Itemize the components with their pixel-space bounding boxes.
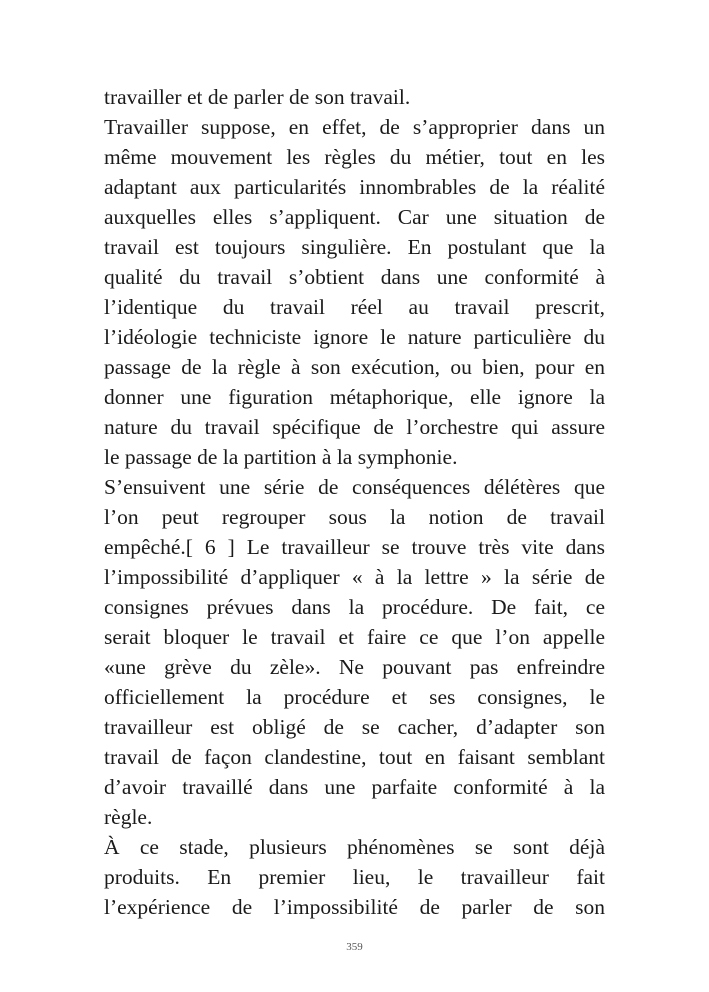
text-line: officiellement la procédure et ses consignes, le	[104, 685, 605, 709]
text-line: nature du travail spécifique de l’orchestre qui assure	[104, 415, 605, 439]
text-line: même mouvement les règles du métier, tout en les	[104, 145, 605, 169]
text-line: l’on peut regrouper sous la notion de travail	[104, 505, 605, 529]
text-line: consignes prévues dans la procédure. De fait, ce	[104, 595, 605, 619]
text-line: l’idéologie techniciste ignore le nature particulière du	[104, 325, 605, 349]
text-line: À ce stade, plusieurs phénomènes se sont déjà	[104, 835, 605, 859]
text-line: passage de la règle à son exécution, ou bien, pour en	[104, 355, 605, 379]
text-line: auxquelles elles s’appliquent. Car une situation de	[104, 205, 605, 229]
text-line: l’identique du travail réel au travail prescrit,	[104, 295, 605, 319]
text-line: travail de façon clandestine, tout en faisant semblant	[104, 745, 605, 769]
text-line: d’avoir travaillé dans une parfaite conformité à la	[104, 775, 605, 799]
text-line: travail est toujours singulière. En postulant que la	[104, 235, 605, 259]
page-number: 359	[346, 941, 363, 953]
text-line: travailler et de parler de son travail.	[104, 85, 411, 109]
text-line: l’expérience de l’impossibilité de parler de son	[104, 895, 605, 919]
text-line: travailleur est obligé de se cacher, d’adapter son	[104, 715, 605, 739]
text-line: l’impossibilité d’appliquer « à la lettre » la série de	[104, 565, 605, 589]
text-line: donner une figuration métaphorique, elle ignore la	[104, 385, 605, 409]
text-line: adaptant aux particularités innombrables de la réalité	[104, 175, 605, 199]
body-text	[104, 82, 605, 922]
text-line: serait bloquer le travail et faire ce que l’on appelle	[104, 625, 605, 649]
text-line: «une grève du zèle». Ne pouvant pas enfreindre	[104, 655, 605, 679]
text-line: règle.	[104, 805, 153, 829]
text-line: S’ensuivent une série de conséquences délétères que	[104, 475, 605, 499]
text-line: produits. En premier lieu, le travailleur fait	[104, 865, 605, 889]
text-line: Travailler suppose, en effet, de s’approprier dans un	[104, 115, 605, 139]
text-line: empêché.[ 6 ] Le travailleur se trouve très vite dans	[104, 535, 605, 559]
text-line: qualité du travail s’obtient dans une conformité à	[104, 265, 605, 289]
text-line: le passage de la partition à la symphonie.	[104, 445, 458, 469]
